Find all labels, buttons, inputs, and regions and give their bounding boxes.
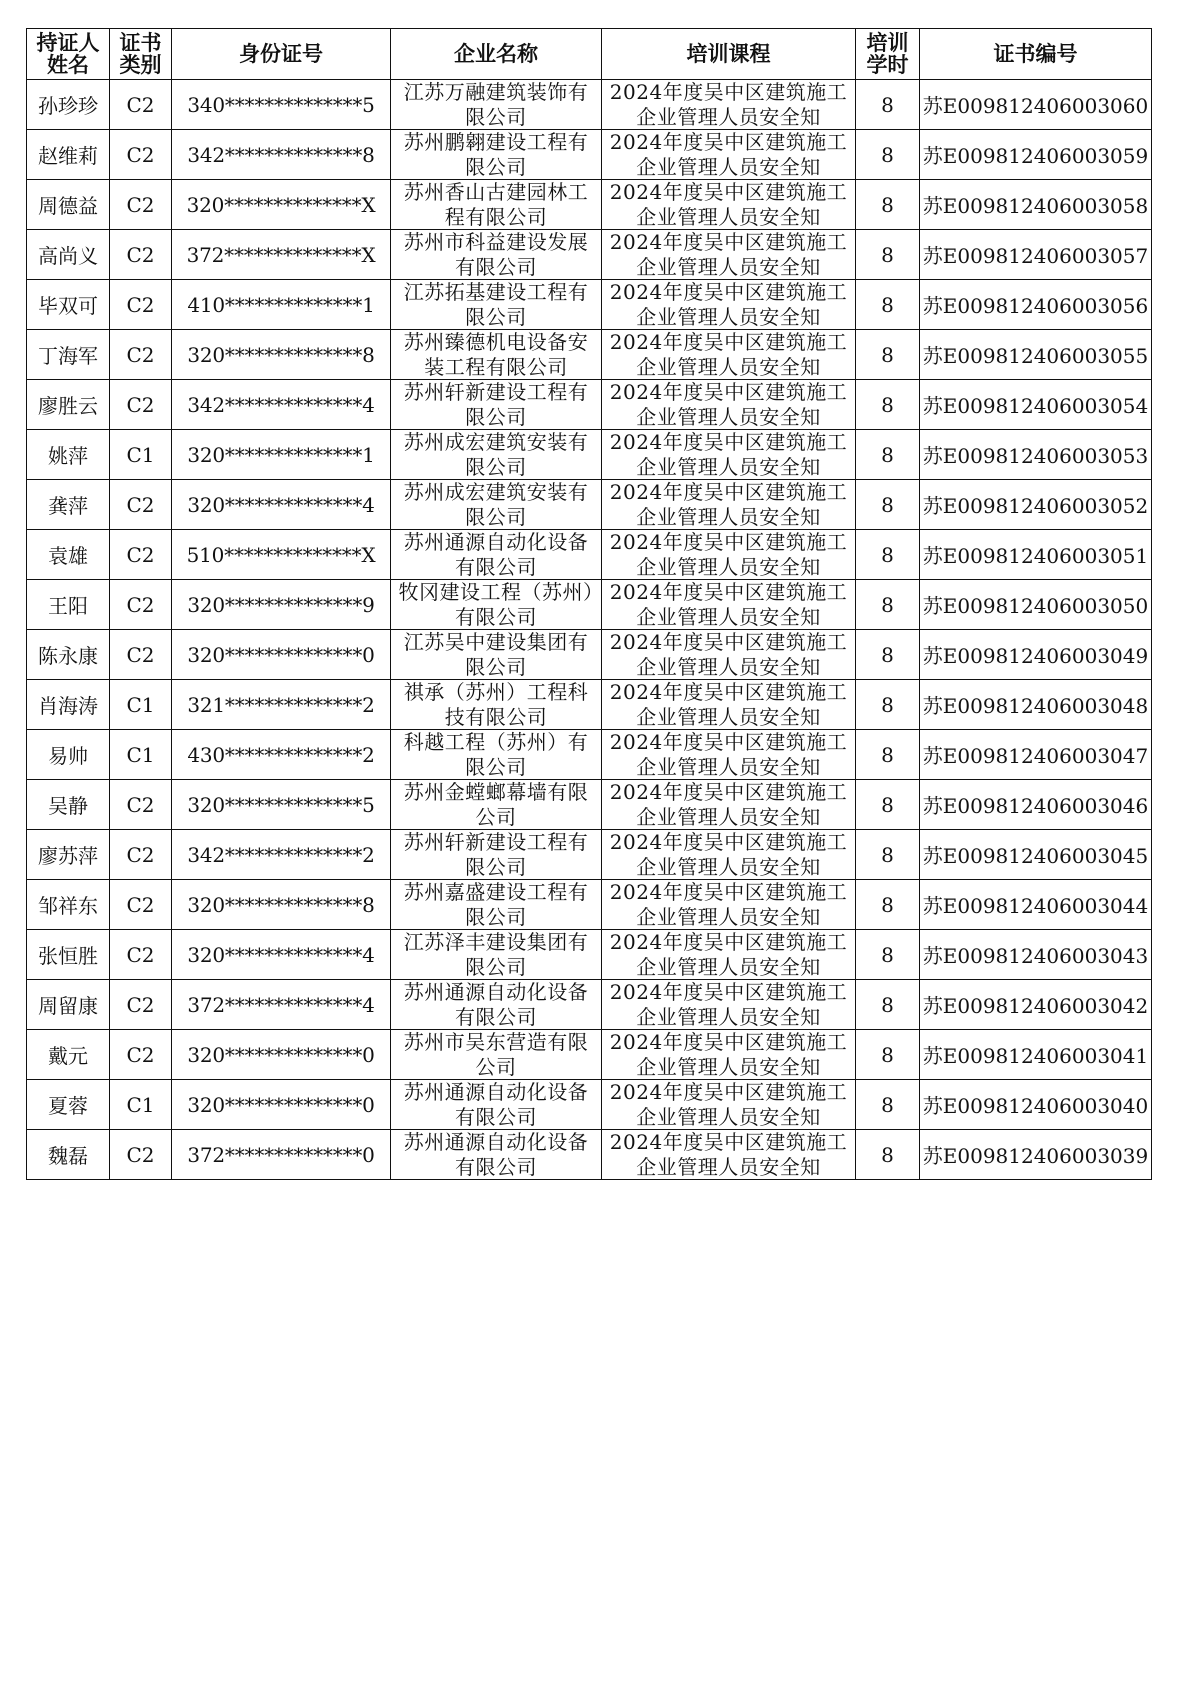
cell-company-text: 科越工程（苏州）有限公司 — [403, 730, 589, 779]
cell-cert-type: C2 — [110, 80, 172, 130]
cell-course-text: 2024年度吴中区建筑施工企业管理人员安全知 — [609, 730, 848, 779]
cell-hours: 8 — [856, 480, 920, 530]
table-row — [27, 930, 1152, 980]
cell-course — [602, 230, 856, 280]
cell-course-text: 2024年度吴中区建筑施工企业管理人员安全知 — [609, 630, 848, 679]
cell-holder-name: 易帅 — [27, 730, 110, 780]
cell-course-text: 2024年度吴中区建筑施工企业管理人员安全知 — [609, 980, 848, 1029]
cell-company-text: 江苏拓基建设工程有限公司 — [403, 280, 589, 329]
cell-company-text: 苏州轩新建设工程有限公司 — [403, 380, 589, 429]
cell-course — [602, 180, 856, 230]
cell-course-text: 2024年度吴中区建筑施工企业管理人员安全知 — [609, 430, 848, 479]
cell-holder-name: 毕双可 — [27, 280, 110, 330]
table-row — [27, 80, 1152, 130]
cell-cert-type: C2 — [110, 630, 172, 680]
cell-id-number: 372**************X — [172, 230, 391, 280]
cell-course-text: 2024年度吴中区建筑施工企业管理人员安全知 — [609, 530, 848, 579]
cell-company — [391, 430, 602, 480]
cell-cert-number: 苏E009812406003048 — [920, 680, 1152, 730]
cell-company — [391, 230, 602, 280]
table-row — [27, 230, 1152, 280]
cell-course-text: 2024年度吴中区建筑施工企业管理人员安全知 — [609, 330, 848, 379]
cell-company — [391, 680, 602, 730]
cell-id-number: 320**************9 — [172, 580, 391, 630]
cell-company-text: 苏州通源自动化设备有限公司 — [403, 1080, 589, 1129]
cell-course-text: 2024年度吴中区建筑施工企业管理人员安全知 — [609, 480, 848, 529]
cell-company — [391, 630, 602, 680]
cell-course-text: 2024年度吴中区建筑施工企业管理人员安全知 — [609, 780, 848, 829]
cell-hours: 8 — [856, 1130, 920, 1180]
cell-course-text: 2024年度吴中区建筑施工企业管理人员安全知 — [609, 280, 848, 329]
cell-company — [391, 880, 602, 930]
cell-company-text: 苏州成宏建筑安装有限公司 — [403, 480, 589, 529]
cell-company — [391, 1080, 602, 1130]
cell-cert-number: 苏E009812406003046 — [920, 780, 1152, 830]
cell-company — [391, 80, 602, 130]
cell-cert-type: C1 — [110, 680, 172, 730]
cell-cert-type: C2 — [110, 230, 172, 280]
table-row — [27, 580, 1152, 630]
cell-holder-name: 周留康 — [27, 980, 110, 1030]
cell-company-text: 江苏万融建筑装饰有限公司 — [403, 80, 589, 129]
cell-company — [391, 830, 602, 880]
cell-id-number: 340**************5 — [172, 80, 391, 130]
cell-cert-type: C1 — [110, 430, 172, 480]
cell-id-number: 320**************0 — [172, 1030, 391, 1080]
cell-id-number: 510**************X — [172, 530, 391, 580]
cell-course — [602, 680, 856, 730]
cell-course-text: 2024年度吴中区建筑施工企业管理人员安全知 — [609, 1080, 848, 1129]
cell-company — [391, 530, 602, 580]
cell-hours: 8 — [856, 930, 920, 980]
cell-course — [602, 630, 856, 680]
table-row — [27, 830, 1152, 880]
cell-cert-number: 苏E009812406003052 — [920, 480, 1152, 530]
table-row — [27, 1130, 1152, 1180]
cell-course — [602, 130, 856, 180]
cell-cert-number: 苏E009812406003051 — [920, 530, 1152, 580]
cell-course-text: 2024年度吴中区建筑施工企业管理人员安全知 — [609, 1130, 848, 1179]
cell-cert-type: C2 — [110, 930, 172, 980]
certificate-table — [26, 28, 1152, 1180]
cell-cert-number: 苏E009812406003055 — [920, 330, 1152, 380]
cell-hours: 8 — [856, 780, 920, 830]
cell-company-text: 苏州轩新建设工程有限公司 — [403, 830, 589, 879]
cell-cert-type: C1 — [110, 730, 172, 780]
cell-company-text: 苏州通源自动化设备有限公司 — [403, 980, 589, 1029]
cell-holder-name: 戴元 — [27, 1030, 110, 1080]
cell-company — [391, 980, 602, 1030]
cell-id-number: 342**************4 — [172, 380, 391, 430]
cell-hours: 8 — [856, 430, 920, 480]
cell-id-number: 320**************8 — [172, 330, 391, 380]
cell-holder-name: 张恒胜 — [27, 930, 110, 980]
cell-course — [602, 930, 856, 980]
cell-id-number: 320**************X — [172, 180, 391, 230]
cell-cert-type: C2 — [110, 1130, 172, 1180]
cell-cert-type: C2 — [110, 180, 172, 230]
cell-company-text: 苏州通源自动化设备有限公司 — [403, 1130, 589, 1179]
table-row — [27, 430, 1152, 480]
cell-hours: 8 — [856, 830, 920, 880]
cell-cert-type: C2 — [110, 480, 172, 530]
cell-course — [602, 330, 856, 380]
cell-holder-name: 邹祥东 — [27, 880, 110, 930]
cell-cert-number: 苏E009812406003059 — [920, 130, 1152, 180]
cell-company — [391, 730, 602, 780]
cell-holder-name: 姚萍 — [27, 430, 110, 480]
cell-cert-type: C2 — [110, 280, 172, 330]
cell-company-text: 苏州市吴东营造有限公司 — [403, 1030, 589, 1079]
cell-course-text: 2024年度吴中区建筑施工企业管理人员安全知 — [609, 580, 848, 629]
cell-company-text: 苏州嘉盛建设工程有限公司 — [403, 880, 589, 929]
table-body — [27, 80, 1152, 1180]
cell-cert-type: C2 — [110, 330, 172, 380]
cell-holder-name: 夏蓉 — [27, 1080, 110, 1130]
cell-id-number: 320**************4 — [172, 480, 391, 530]
cell-id-number: 342**************2 — [172, 830, 391, 880]
cell-hours: 8 — [856, 1030, 920, 1080]
header-cert-number: 证书编号 — [920, 29, 1152, 80]
cell-course — [602, 980, 856, 1030]
table-row — [27, 1080, 1152, 1130]
cell-course — [602, 1030, 856, 1080]
cell-company — [391, 780, 602, 830]
cell-cert-number: 苏E009812406003047 — [920, 730, 1152, 780]
table-row — [27, 130, 1152, 180]
cell-hours: 8 — [856, 80, 920, 130]
cell-cert-type: C2 — [110, 1030, 172, 1080]
cell-cert-type: C1 — [110, 1080, 172, 1130]
cell-cert-number: 苏E009812406003049 — [920, 630, 1152, 680]
cell-cert-number: 苏E009812406003045 — [920, 830, 1152, 880]
cell-id-number: 320**************0 — [172, 630, 391, 680]
header-id-number: 身份证号 — [172, 29, 391, 80]
cell-course-text: 2024年度吴中区建筑施工企业管理人员安全知 — [609, 930, 848, 979]
cell-hours: 8 — [856, 730, 920, 780]
header-course: 培训课程 — [602, 29, 856, 80]
table-row — [27, 530, 1152, 580]
cell-hours: 8 — [856, 1080, 920, 1130]
cell-company-text: 牧冈建设工程（苏州）有限公司 — [398, 580, 594, 629]
cell-id-number: 320**************5 — [172, 780, 391, 830]
header-cert-type: 证书类别 — [110, 29, 172, 80]
cell-company — [391, 1030, 602, 1080]
cell-hours: 8 — [856, 680, 920, 730]
cell-cert-type: C2 — [110, 830, 172, 880]
cell-company — [391, 280, 602, 330]
cell-company — [391, 380, 602, 430]
table-row — [27, 630, 1152, 680]
cell-course-text: 2024年度吴中区建筑施工企业管理人员安全知 — [609, 230, 848, 279]
table-row — [27, 730, 1152, 780]
cell-course — [602, 430, 856, 480]
cell-course — [602, 1130, 856, 1180]
cell-cert-number: 苏E009812406003054 — [920, 380, 1152, 430]
cell-company-text: 苏州金螳螂幕墙有限公司 — [403, 780, 589, 829]
header-hours: 培训学时 — [856, 29, 920, 80]
cell-company-text: 苏州通源自动化设备有限公司 — [403, 530, 589, 579]
cell-cert-number: 苏E009812406003060 — [920, 80, 1152, 130]
cell-holder-name: 陈永康 — [27, 630, 110, 680]
cell-course — [602, 730, 856, 780]
table-row — [27, 180, 1152, 230]
table-row — [27, 280, 1152, 330]
cell-course-text: 2024年度吴中区建筑施工企业管理人员安全知 — [609, 880, 848, 929]
cell-cert-type: C2 — [110, 780, 172, 830]
cell-holder-name: 龚萍 — [27, 480, 110, 530]
cell-cert-number: 苏E009812406003044 — [920, 880, 1152, 930]
cell-course — [602, 580, 856, 630]
cell-course-text: 2024年度吴中区建筑施工企业管理人员安全知 — [609, 180, 848, 229]
cell-hours: 8 — [856, 530, 920, 580]
cell-cert-type: C2 — [110, 580, 172, 630]
cell-holder-name: 赵维莉 — [27, 130, 110, 180]
cell-company — [391, 180, 602, 230]
cell-course — [602, 280, 856, 330]
cell-id-number: 320**************1 — [172, 430, 391, 480]
cell-holder-name: 吴静 — [27, 780, 110, 830]
cell-cert-type: C2 — [110, 130, 172, 180]
cell-company-text: 苏州臻德机电设备安装工程有限公司 — [403, 330, 589, 379]
table-row — [27, 330, 1152, 380]
header-company: 企业名称 — [391, 29, 602, 80]
cell-course — [602, 780, 856, 830]
table-row — [27, 780, 1152, 830]
table-row — [27, 1030, 1152, 1080]
cell-cert-type: C2 — [110, 980, 172, 1030]
table-header-row — [27, 29, 1152, 80]
cell-cert-number: 苏E009812406003041 — [920, 1030, 1152, 1080]
cell-holder-name: 袁雄 — [27, 530, 110, 580]
cell-holder-name: 廖胜云 — [27, 380, 110, 430]
cell-id-number: 320**************0 — [172, 1080, 391, 1130]
cell-course-text: 2024年度吴中区建筑施工企业管理人员安全知 — [609, 380, 848, 429]
certificate-roster-sheet — [26, 28, 1151, 1180]
cell-company — [391, 330, 602, 380]
header-holder-name: 持证人姓名 — [27, 29, 110, 80]
cell-hours: 8 — [856, 380, 920, 430]
cell-company — [391, 930, 602, 980]
table-row — [27, 880, 1152, 930]
cell-hours: 8 — [856, 130, 920, 180]
cell-cert-type: C2 — [110, 530, 172, 580]
table-row — [27, 680, 1152, 730]
cell-company-text: 苏州市科益建设发展有限公司 — [403, 230, 589, 279]
cell-id-number: 320**************4 — [172, 930, 391, 980]
cell-holder-name: 周德益 — [27, 180, 110, 230]
cell-course-text: 2024年度吴中区建筑施工企业管理人员安全知 — [609, 1030, 848, 1079]
cell-company — [391, 130, 602, 180]
cell-company-text: 苏州成宏建筑安装有限公司 — [403, 430, 589, 479]
table-row — [27, 480, 1152, 530]
cell-id-number: 321**************2 — [172, 680, 391, 730]
cell-company-text: 苏州鹏翱建设工程有限公司 — [403, 130, 589, 179]
cell-cert-type: C2 — [110, 880, 172, 930]
cell-company — [391, 1130, 602, 1180]
cell-course — [602, 80, 856, 130]
cell-holder-name: 丁海军 — [27, 330, 110, 380]
cell-cert-number: 苏E009812406003056 — [920, 280, 1152, 330]
cell-cert-number: 苏E009812406003043 — [920, 930, 1152, 980]
cell-course — [602, 380, 856, 430]
table-row — [27, 380, 1152, 430]
cell-course — [602, 880, 856, 930]
cell-hours: 8 — [856, 980, 920, 1030]
cell-holder-name: 肖海涛 — [27, 680, 110, 730]
cell-course-text: 2024年度吴中区建筑施工企业管理人员安全知 — [609, 80, 848, 129]
cell-cert-number: 苏E009812406003057 — [920, 230, 1152, 280]
cell-id-number: 410**************1 — [172, 280, 391, 330]
cell-id-number: 372**************4 — [172, 980, 391, 1030]
cell-cert-type: C2 — [110, 380, 172, 430]
cell-company-text: 江苏泽丰建设集团有限公司 — [403, 930, 589, 979]
cell-course-text: 2024年度吴中区建筑施工企业管理人员安全知 — [609, 830, 848, 879]
cell-course — [602, 1080, 856, 1130]
cell-company-text: 苏州香山古建园林工程有限公司 — [403, 180, 589, 229]
cell-holder-name: 王阳 — [27, 580, 110, 630]
cell-holder-name: 高尚义 — [27, 230, 110, 280]
cell-company-text: 祺承（苏州）工程科技有限公司 — [403, 680, 589, 729]
cell-id-number: 372**************0 — [172, 1130, 391, 1180]
cell-cert-number: 苏E009812406003058 — [920, 180, 1152, 230]
cell-course — [602, 480, 856, 530]
cell-course-text: 2024年度吴中区建筑施工企业管理人员安全知 — [609, 130, 848, 179]
cell-company-text: 江苏吴中建设集团有限公司 — [403, 630, 589, 679]
cell-company — [391, 480, 602, 530]
cell-holder-name: 魏磊 — [27, 1130, 110, 1180]
table-row — [27, 980, 1152, 1030]
cell-hours: 8 — [856, 580, 920, 630]
cell-course — [602, 830, 856, 880]
cell-course — [602, 530, 856, 580]
cell-cert-number: 苏E009812406003053 — [920, 430, 1152, 480]
cell-hours: 8 — [856, 630, 920, 680]
cell-holder-name: 廖苏萍 — [27, 830, 110, 880]
cell-hours: 8 — [856, 180, 920, 230]
cell-id-number: 342**************8 — [172, 130, 391, 180]
cell-holder-name: 孙珍珍 — [27, 80, 110, 130]
cell-cert-number: 苏E009812406003050 — [920, 580, 1152, 630]
cell-cert-number: 苏E009812406003039 — [920, 1130, 1152, 1180]
cell-hours: 8 — [856, 330, 920, 380]
cell-hours: 8 — [856, 880, 920, 930]
cell-id-number: 320**************8 — [172, 880, 391, 930]
cell-hours: 8 — [856, 280, 920, 330]
cell-course-text: 2024年度吴中区建筑施工企业管理人员安全知 — [609, 680, 848, 729]
cell-cert-number: 苏E009812406003042 — [920, 980, 1152, 1030]
cell-id-number: 430**************2 — [172, 730, 391, 780]
cell-company — [391, 580, 602, 630]
cell-cert-number: 苏E009812406003040 — [920, 1080, 1152, 1130]
cell-hours: 8 — [856, 230, 920, 280]
